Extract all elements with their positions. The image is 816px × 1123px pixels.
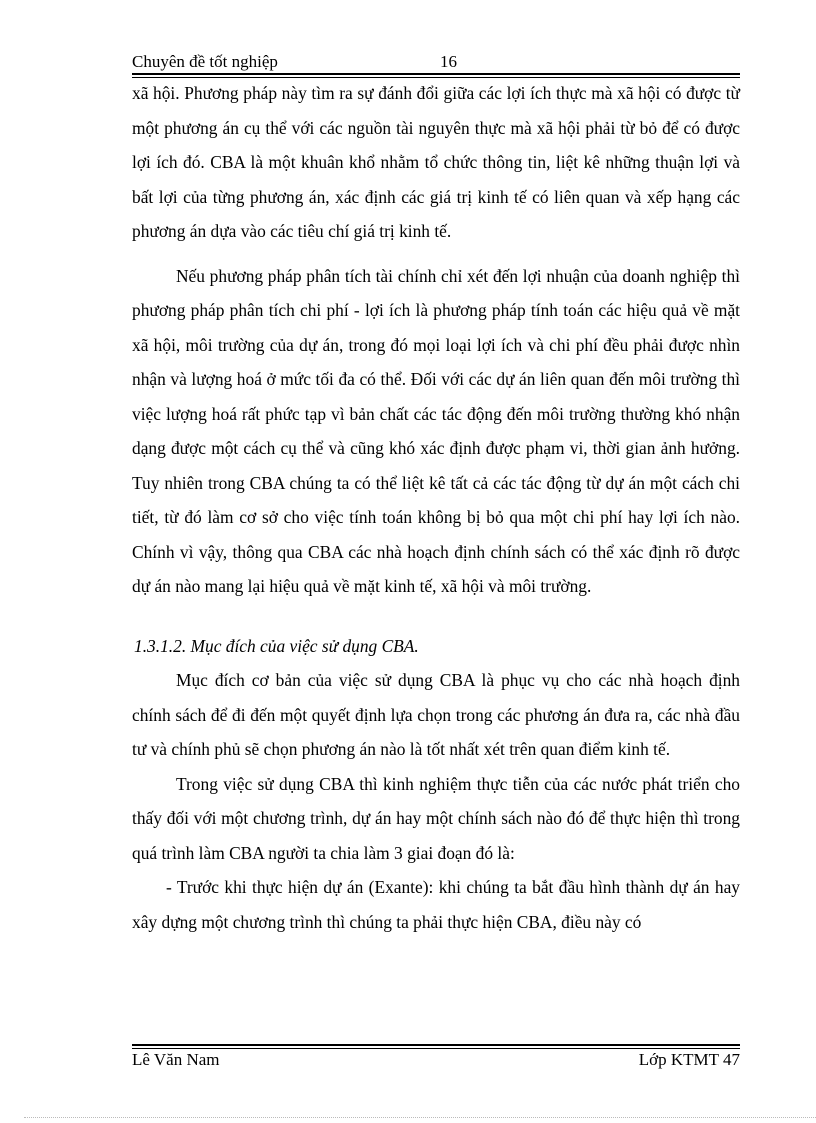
page-edge-divider xyxy=(24,1117,816,1118)
author-name: Lê Văn Nam xyxy=(132,1050,220,1069)
page-body xyxy=(132,76,740,939)
document-title: Chuyên đề tốt nghiệp xyxy=(132,52,278,71)
footer-rule xyxy=(132,1044,740,1046)
paragraph-exante: - Trước khi thực hiện dự án (Exante): khi chúng ta bắt đầu hình thành dự án hay xây dựng một chương trình thì chúng ta phải thực hiện CBA, điều này có xyxy=(132,877,740,932)
section-heading: 1.3.1.2. Mục đích của việc sử dụng CBA. xyxy=(134,635,419,656)
page-header xyxy=(132,52,740,74)
footer-rule-thin xyxy=(132,1048,740,1049)
page-footer xyxy=(132,1050,740,1074)
class-name: Lớp KTMT 47 xyxy=(638,1050,740,1069)
paragraph-cba-vs-financial: Nếu phương pháp phân tích tài chính chỉ xét đến lợi nhuận của doanh nghiệp thì phương pháp phân tích chi phí - lợi ích là phương pháp tính toán các hiệu quả về mặt xã hội, môi trường của dự án, trong đó mọi loại lợi ích và chi phí đều phải được nhìn nhận và lượng hoá ở mức tối đa có thể. Đối với các dự án liên quan đến môi trường thì việc lượng hoá rất phức tạp vì bản chất các tác động đến môi trường thường khó nhận dạng được một cách cụ thể và cũng khó xác định được phạm vi, thời gian ảnh hưởng. Tuy nhiên trong CBA chúng ta có thể liệt kê tất cả các tác động từ dự án một cách chi tiết, từ đó làm cơ sở cho việc tính toán không bị bỏ qua một chi phí hay lợi ích nào. Chính vì vậy, thông qua CBA các nhà hoạch định chính sách có thể xác định rõ được dự án nào mang lại hiệu quả về mặt kinh tế, xã hội và môi trường. xyxy=(132,265,740,596)
paragraph-cba-definition: xã hội. Phương pháp này tìm ra sự đánh đổi giữa các lợi ích thực mà xã hội có được từ một phương án cụ thể với các nguồn tài nguyên thực mà xã hội phải từ bỏ để có được lợi ích đó. CBA là một khuân khổ nhằm tổ chức thông tin, liệt kê những thuận lợi và bất lợi của từng phương án, xác định các giá trị kinh tế có liên quan và xếp hạng các phương án dựa vào các tiêu chí giá trị kinh tế. xyxy=(132,83,740,241)
page-number: 16 xyxy=(440,52,457,71)
paragraph-cba-purpose: Mục đích cơ bản của việc sử dụng CBA là phục vụ cho các nhà hoạch định chính sách để đi đến một quyết định lựa chọn trong các phương án đưa ra, các nhà đầu tư và chính phủ sẽ chọn phương án nào là tốt nhất xét trên quan điểm kinh tế. xyxy=(132,670,740,759)
paragraph-cba-experience: Trong việc sử dụng CBA thì kinh nghiệm thực tiễn của các nước phát triển cho thấy đối với một chương trình, dự án hay một chính sách nào đó để thực hiện thì trong quá trình làm CBA người ta chia làm 3 giai đoạn đó là: xyxy=(132,773,740,863)
header-rule xyxy=(132,73,740,75)
